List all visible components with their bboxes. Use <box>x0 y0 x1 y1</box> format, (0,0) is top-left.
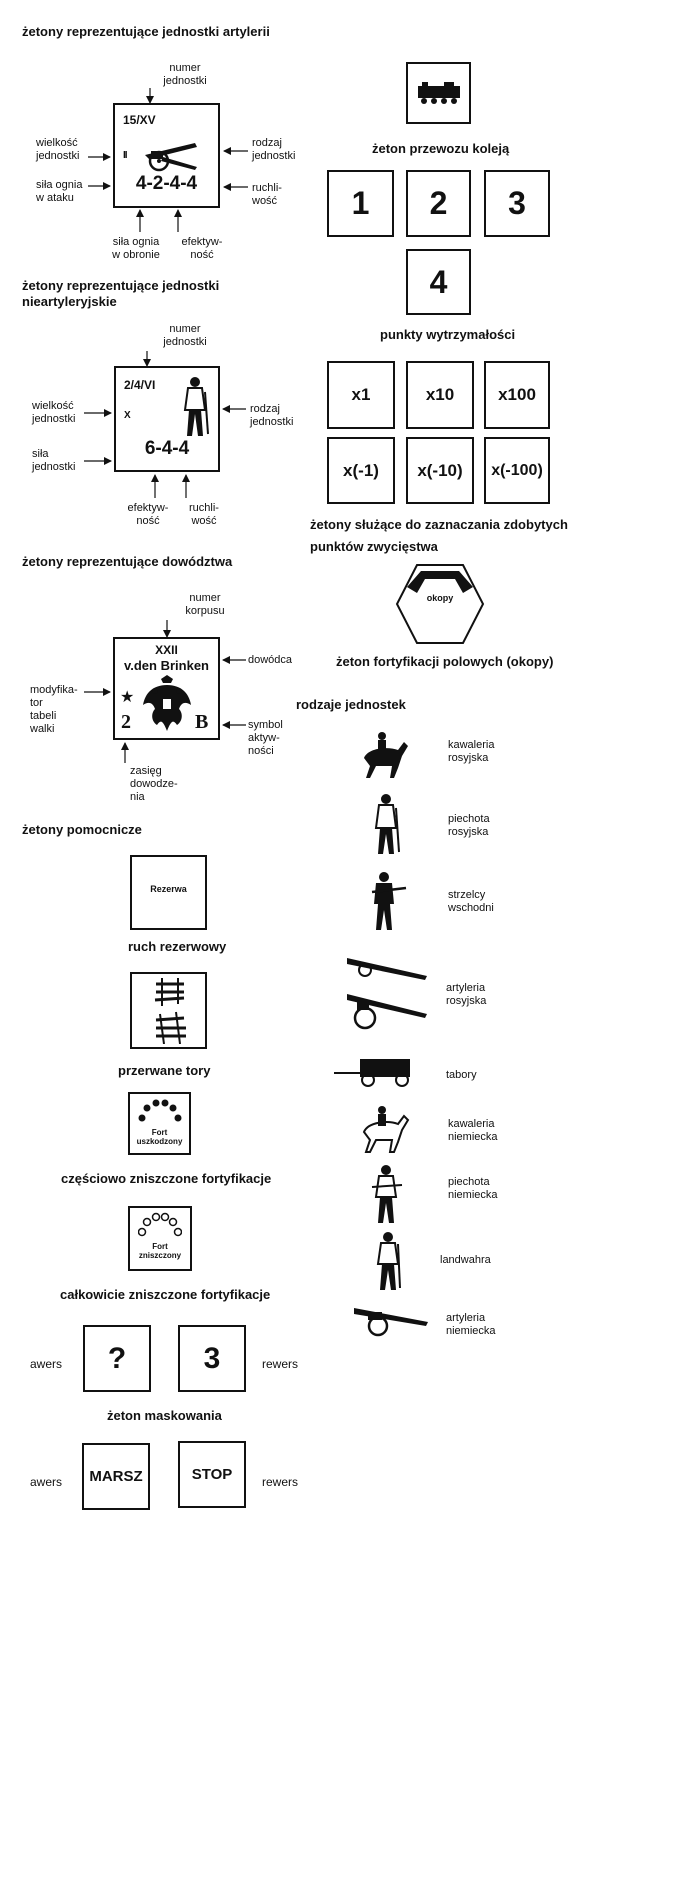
command-counter <box>113 637 220 740</box>
unit-types-heading: rodzaje jednostek <box>296 697 406 712</box>
vp-marker-x-neg1: x(-1) <box>327 437 395 504</box>
artillery-counter <box>113 103 220 208</box>
unit-type-russian-artillery: artyleria rosyjska <box>446 982 487 1007</box>
march-front-counter: MARSZ <box>82 1443 150 1510</box>
vp-caption-2: punktów zwycięstwa <box>310 539 438 554</box>
label-unit-number-2: numer jednostki <box>163 323 207 348</box>
star-icon: ★ <box>120 689 135 706</box>
label-command-range: zasięg dowodze- nia <box>130 765 178 803</box>
supply-wagon-icon <box>334 1053 414 1087</box>
russian-infantry-icon <box>370 792 402 856</box>
label-mobility: ruchli- wość <box>252 182 282 207</box>
strength-point-3: 3 <box>484 170 550 237</box>
label-modifier: modyfika- tor tabeli walki <box>30 684 78 735</box>
heading-non-artillery-2: nieartyleryjskie <box>22 294 117 309</box>
rail-transport-counter <box>406 62 471 124</box>
fort-destroyed-icon <box>138 1212 182 1238</box>
trench-counter <box>395 563 485 645</box>
label-unit-type-2: rodzaj jednostki <box>250 403 294 428</box>
vp-marker-x100: x100 <box>484 361 550 429</box>
heading-non-artillery-1: żetony reprezentujące jednostki <box>22 278 220 293</box>
unit-type-eastern-rifles: strzelcy wschodni <box>448 889 494 914</box>
infantry-size-symbol: X <box>124 410 131 421</box>
label-mobility-2: ruchli- wość <box>189 502 219 527</box>
eastern-rifles-icon <box>368 870 408 932</box>
unit-type-german-artillery: artyleria niemiecka <box>446 1312 496 1337</box>
trench-caption: żeton fortyfikacji polowych (okopy) <box>336 654 554 669</box>
fort-destroyed-counter <box>128 1206 192 1271</box>
reserve-counter-label: Rezerwa <box>150 884 187 894</box>
label-unit-type: rodzaj jednostki <box>252 137 296 162</box>
infantry-soldier-icon <box>178 374 212 440</box>
vp-marker-x-neg10: x(-10) <box>406 437 474 504</box>
russian-cavalry-icon <box>358 728 410 780</box>
fort-damaged-counter <box>128 1092 191 1155</box>
unit-type-german-infantry: piechota niemiecka <box>448 1176 498 1201</box>
label-activity-symbol: symbol aktyw- ności <box>248 719 283 757</box>
strength-point-2: 2 <box>406 170 471 237</box>
german-cavalry-icon <box>358 1102 410 1154</box>
strength-caption: punkty wytrzymałości <box>380 327 516 342</box>
command-range: 2 <box>121 711 131 733</box>
fort-damaged-icon <box>138 1098 182 1124</box>
label-attack: siła ognia w ataku <box>36 179 83 204</box>
vp-marker-x10: x10 <box>406 361 474 429</box>
command-activity: B <box>195 711 209 733</box>
vp-marker-x1: x1 <box>327 361 395 429</box>
vp-marker-x-neg100: x(-100) <box>484 437 550 504</box>
label-commander: dowódca <box>248 654 293 666</box>
unit-type-landwehr: landwahra <box>440 1254 491 1266</box>
artillery-factors: 4-2-4-4 <box>135 173 198 194</box>
unit-type-supply-trains: tabory <box>446 1069 477 1081</box>
unit-type-russian-cavalry: kawaleria rosyjska <box>448 739 495 764</box>
label-corps-number: numer korpusu <box>185 592 225 617</box>
infantry-factors: 6-4-4 <box>144 438 190 459</box>
march-back-label: rewers <box>262 1475 299 1489</box>
label-unit-size: wielkość jednostki <box>36 137 80 162</box>
strength-point-4: 4 <box>406 249 471 315</box>
artillery-gun-icon <box>137 133 215 173</box>
artillery-size-symbol: II <box>123 150 127 161</box>
double-eagle-icon <box>141 675 193 735</box>
trench-label: okopy <box>426 593 454 603</box>
label-unit-number: numer jednostki <box>163 62 207 87</box>
train-icon <box>414 82 464 106</box>
heading-command: żetony reprezentujące dowództwa <box>22 554 233 569</box>
mask-front-counter: ? <box>83 1325 151 1392</box>
label-strength: siła jednostki <box>32 448 76 473</box>
label-defense: siła ognia w obronie <box>112 236 160 261</box>
fort-destroyed-caption: całkowicie zniszczone fortyfikacje <box>60 1287 271 1302</box>
rail-caption: żeton przewozu koleją <box>372 141 510 156</box>
mask-front-label: awers <box>30 1357 63 1371</box>
reserve-caption: ruch rezerwowy <box>128 939 227 954</box>
march-back-counter: STOP <box>178 1441 246 1508</box>
landwehr-icon <box>374 1230 404 1292</box>
broken-tracks-caption: przerwane tory <box>118 1063 211 1078</box>
march-front-label: awers <box>30 1475 63 1489</box>
russian-artillery-icon <box>343 950 433 1034</box>
label-unit-size-2: wielkość jednostki <box>32 400 76 425</box>
label-effectiveness-2: efektyw- ność <box>127 502 169 527</box>
command-name: v.den Brinken <box>123 658 209 673</box>
label-effectiveness: efektyw- ność <box>181 236 223 261</box>
fort-damaged-caption: częściowo zniszczone fortyfikacje <box>61 1171 272 1186</box>
infantry-unit-id: 2/4/VI <box>124 378 156 392</box>
unit-type-russian-infantry: piechota rosyjska <box>448 813 490 838</box>
german-infantry-icon <box>370 1163 404 1225</box>
fort-destroyed-label: Fort zniszczony <box>138 1242 182 1260</box>
broken-tracks-icon <box>150 978 190 1044</box>
mask-caption: żeton maskowania <box>107 1408 222 1423</box>
heading-artillery: żetony reprezentujące jednostki artylerii <box>22 24 270 39</box>
heading-auxiliary: żetony pomocnicze <box>22 822 142 837</box>
infantry-counter <box>114 366 220 472</box>
reserve-counter <box>130 855 207 930</box>
artillery-unit-id: 15/XV <box>123 113 156 127</box>
german-artillery-icon <box>352 1300 432 1340</box>
vp-caption-1: żetony służące do zaznaczania zdobytych <box>310 517 568 532</box>
fort-damaged-label: Fort uszkodzony <box>136 1128 183 1146</box>
command-corps: XXII <box>155 643 178 657</box>
broken-tracks-counter <box>130 972 207 1049</box>
strength-point-1: 1 <box>327 170 394 237</box>
mask-back-label: rewers <box>262 1357 299 1371</box>
mask-back-counter: 3 <box>178 1325 246 1392</box>
unit-type-german-cavalry: kawaleria niemiecka <box>448 1118 498 1143</box>
